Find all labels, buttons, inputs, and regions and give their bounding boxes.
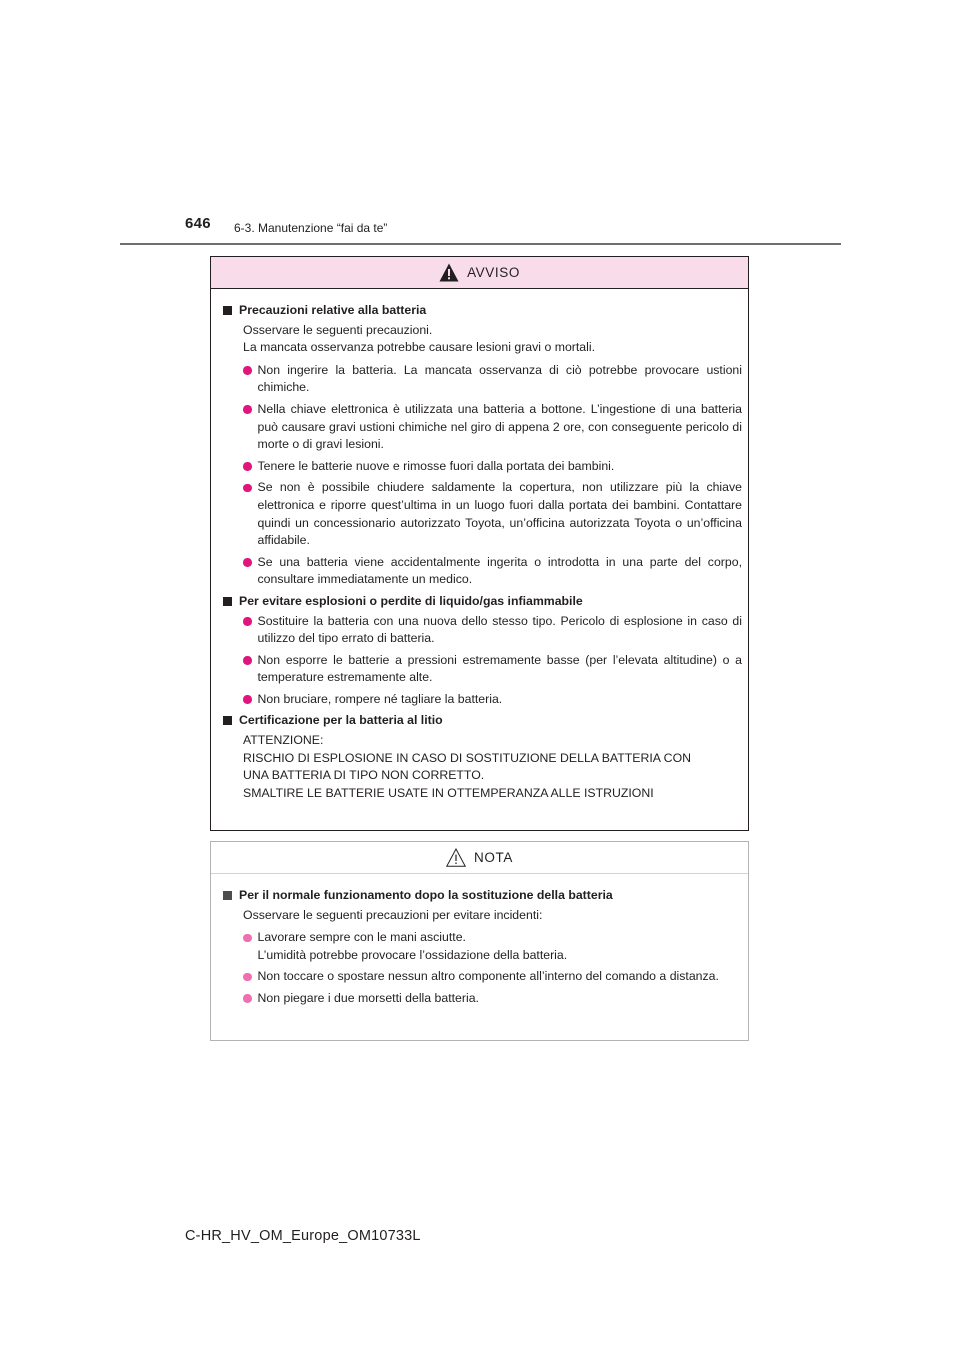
round-bullet-icon <box>243 366 252 375</box>
certification-text: ATTENZIONE: RISCHIO DI ESPLOSIONE IN CASO DI SOSTITUZIONE DELLA BATTERIA CON UNA BATTERIA DI TIPO NON CORRETTO. SMALTIRE LE BATTERIE USATE IN OTTEMPERANZA ALLE ISTRUZIONI <box>243 733 692 800</box>
warning-header <box>211 257 748 289</box>
section-heading: Certificazione per la batteria al litio <box>223 712 742 730</box>
page-number: 646 <box>185 215 211 232</box>
round-bullet-icon <box>243 934 252 943</box>
list-item: Non bruciare, rompere né tagliare la batteria. <box>223 691 742 709</box>
square-bullet-icon <box>223 716 232 725</box>
warning-triangle-icon <box>439 263 459 282</box>
document-code: C-HR_HV_OM_Europe_OM10733L <box>185 1228 421 1244</box>
intro-text: Osservare le seguenti precauzioni. La mancata osservanza potrebbe causare lesioni gravi o mortali. <box>243 322 596 355</box>
warning-title: AVVISO <box>467 265 520 280</box>
square-bullet-icon <box>223 306 232 315</box>
list-item: Se non è possibile chiudere saldamente la copertura, non utilizzare più la chiave elettronica e riporre quest’ultima in un luogo fuori dalla portata dei bambini. Contattare quindi un concessionario autorizzato Toyota, un’officina autorizzata Toyota o un’officina affidabile. <box>223 479 742 549</box>
intro-text: Osservare le seguenti precauzioni per evitare incidenti: <box>243 907 543 922</box>
note-header <box>211 842 748 874</box>
section-heading: Per il normale funzionamento dopo la sostituzione della batteria <box>223 887 742 905</box>
note-box <box>210 841 749 1041</box>
caution-triangle-icon <box>446 848 466 867</box>
note-title: NOTA <box>474 850 513 865</box>
round-bullet-icon <box>243 994 252 1003</box>
section-title: 6-3. Manutenzione “fai da te” <box>234 221 388 235</box>
round-bullet-icon <box>243 405 252 414</box>
note-body <box>211 874 748 1008</box>
list-item: Tenere le batterie nuove e rimosse fuori dalla portata dei bambini. <box>223 458 742 476</box>
section-heading: Per evitare esplosioni o perdite di liquido/gas infiammabile <box>223 593 742 611</box>
list-item: Non ingerire la batteria. La mancata osservanza di ciò potrebbe provocare ustioni chimiche. <box>223 362 742 397</box>
round-bullet-icon <box>243 558 252 567</box>
round-bullet-icon <box>243 484 252 493</box>
list-item: Non esporre le batterie a pressioni estremamente basse (per l’elevata altitudine) o a temperature estremamente alte. <box>223 652 742 687</box>
round-bullet-icon <box>243 462 252 471</box>
list-item: Se una batteria viene accidentalmente ingerita o introdotta in una parte del corpo, consultare immediatamente un medico. <box>223 554 742 589</box>
round-bullet-icon <box>243 695 252 704</box>
section-heading: Precauzioni relative alla batteria <box>223 302 742 320</box>
list-item: Nella chiave elettronica è utilizzata una batteria a bottone. L’ingestione di una batteria può causare gravi ustioni chimiche nel giro di appena 2 ore, con conseguente pericolo di morte o di gravi lesioni. <box>223 401 742 454</box>
square-bullet-icon <box>223 597 232 606</box>
list-item: Sostituire la batteria con una nuova dello stesso tipo. Pericolo di esplosione in caso di utilizzo del tipo errato di batteria. <box>223 613 742 648</box>
warning-body <box>211 289 748 802</box>
round-bullet-icon <box>243 973 252 982</box>
header-rule <box>120 243 841 245</box>
list-item: Lavorare sempre con le mani asciutte. L’umidità potrebbe provocare l’ossidazione della batteria. <box>223 929 742 964</box>
list-item: Non toccare o spostare nessun altro componente all’interno del comando a distanza. <box>223 968 742 986</box>
round-bullet-icon <box>243 656 252 665</box>
round-bullet-icon <box>243 617 252 626</box>
square-bullet-icon <box>223 891 232 900</box>
list-item: Non piegare i due morsetti della batteria. <box>223 990 742 1008</box>
warning-box <box>210 256 749 831</box>
